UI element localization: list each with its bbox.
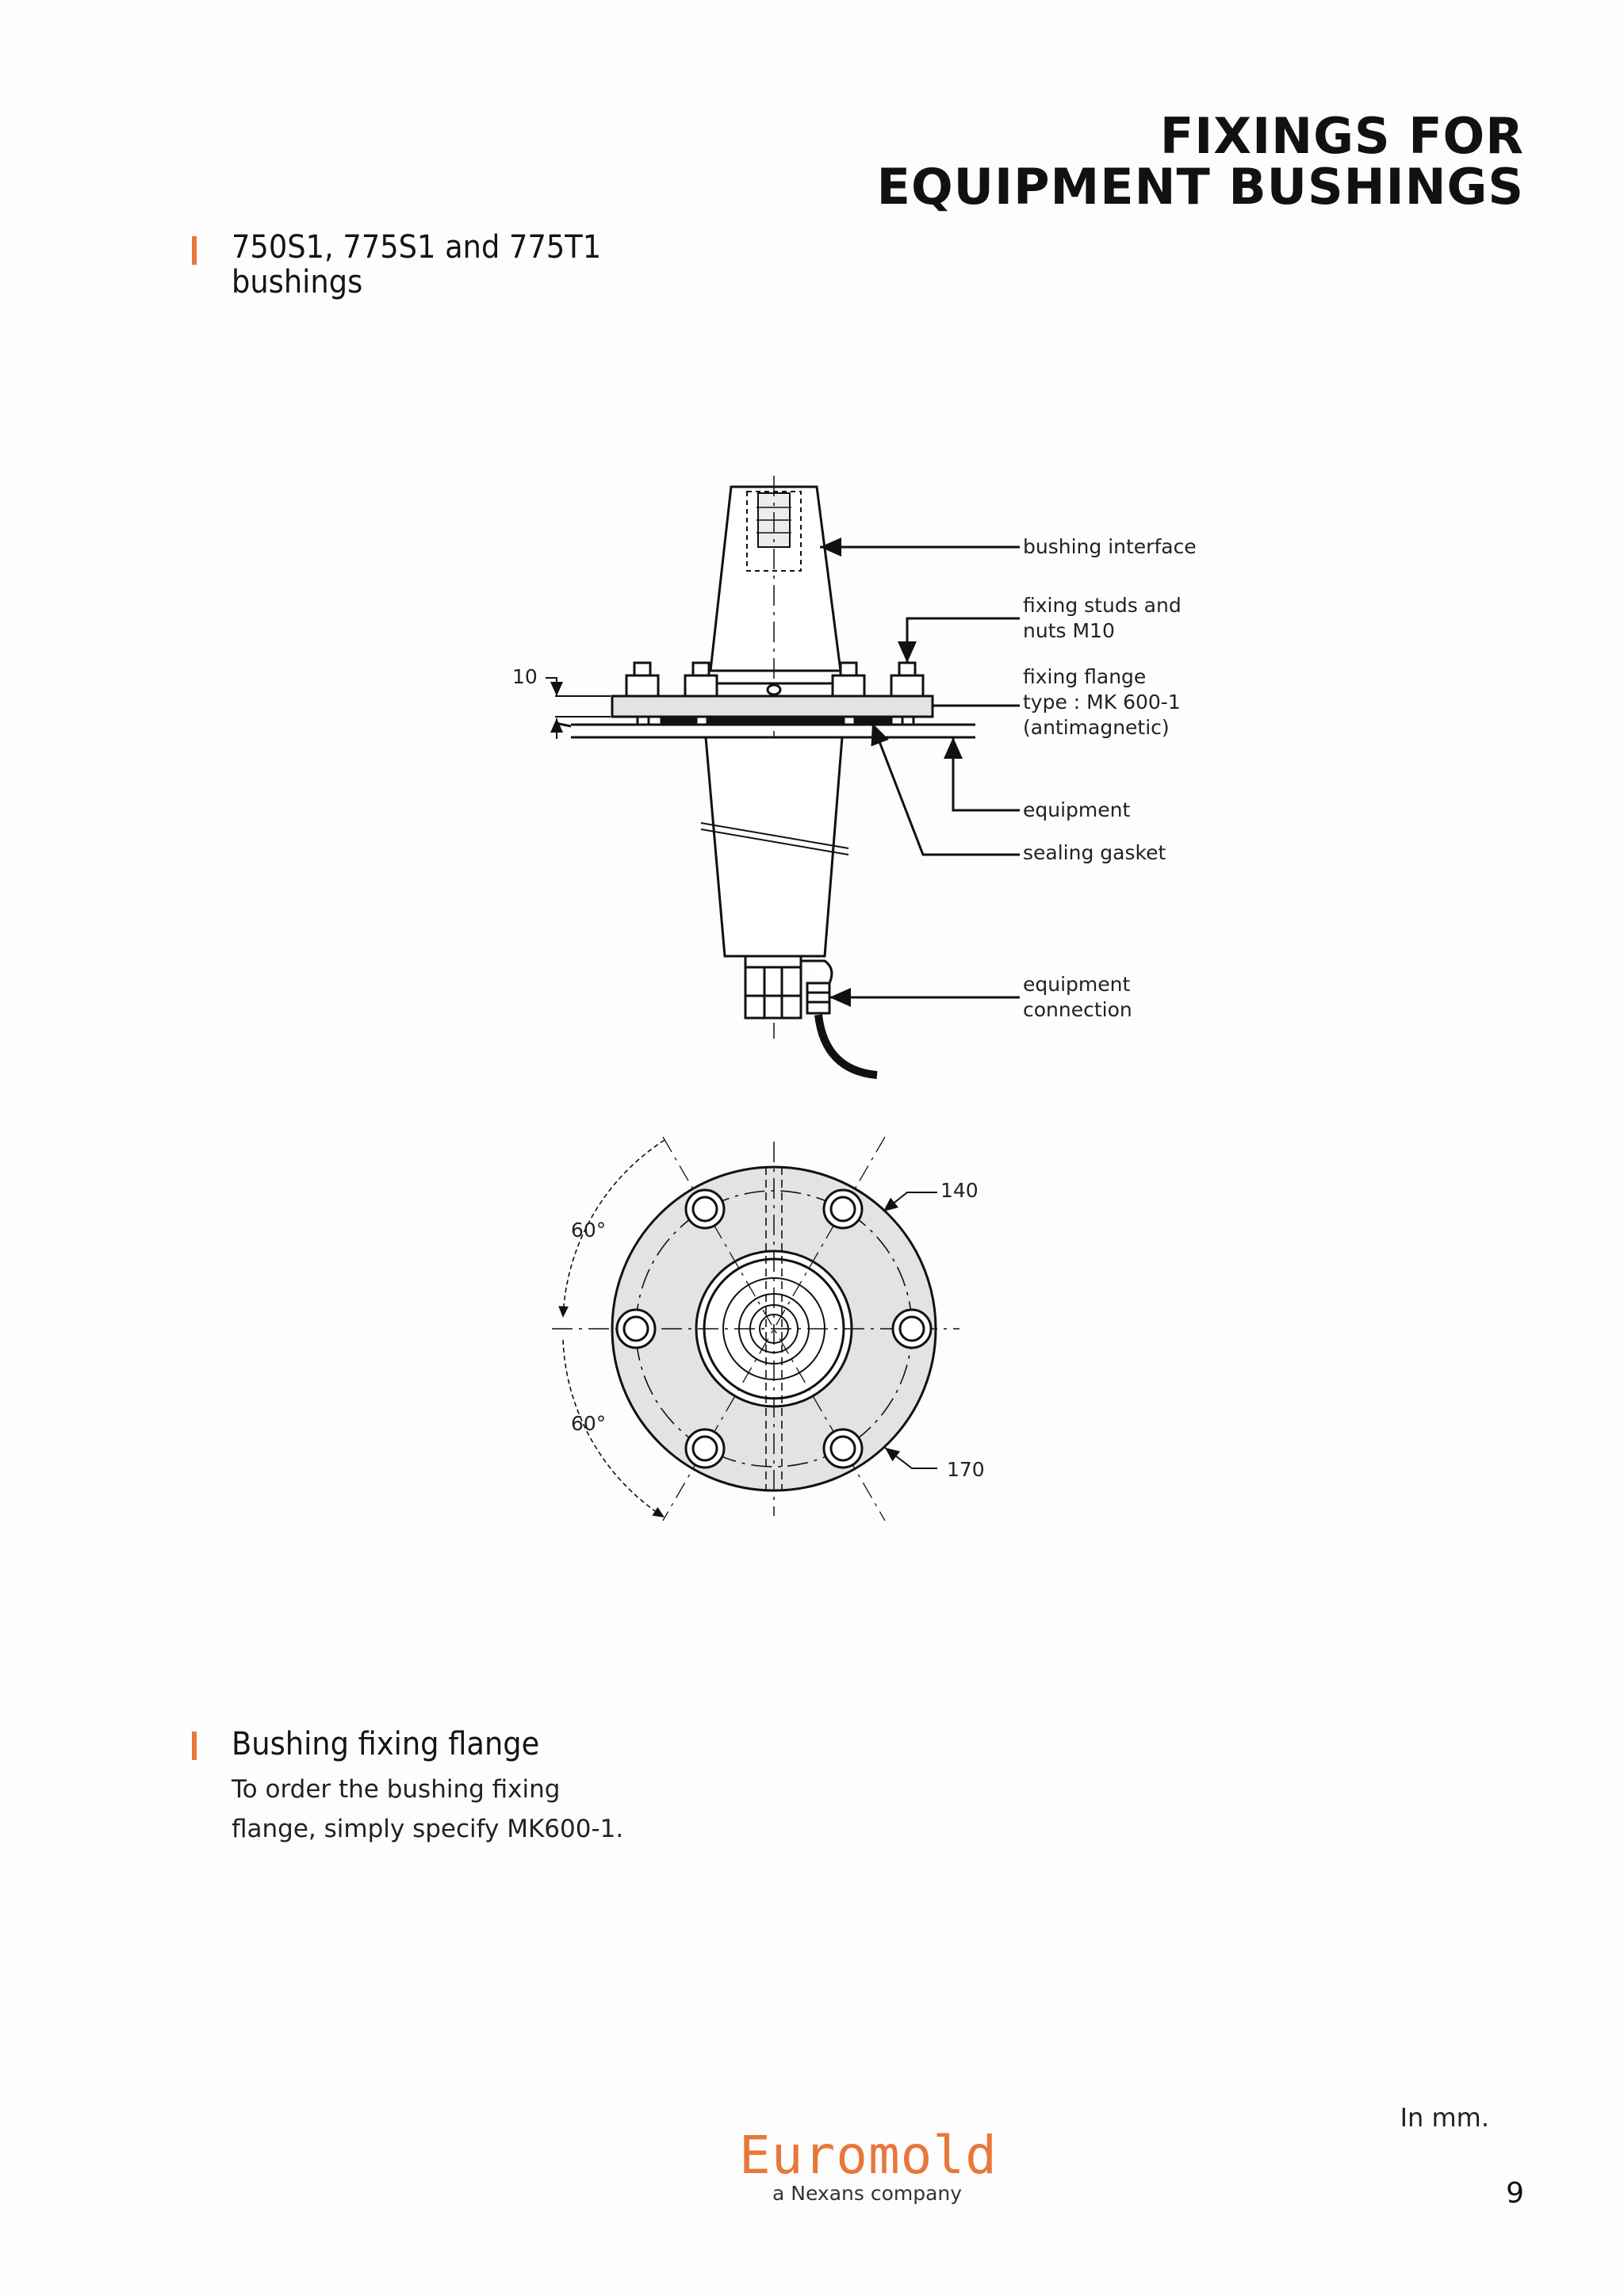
label-fixing-flange-line-2: type : MK 600-1 [1023,691,1181,714]
side-view-drawing [546,476,1020,1075]
connection-nut-side [745,956,832,1018]
section-heading-flange: Bushing fixing flange [232,1726,540,1762]
euromold-logo: Euromold [739,2125,998,2186]
dimension-angle-bottom: 60° [571,1412,607,1435]
section-accent-bar-2 [192,1732,197,1760]
dimension-angle-top: 60° [571,1219,607,1242]
page-number: 9 [1506,2177,1524,2210]
flange-order-text-line-2: flange, simply specify MK600-1. [232,1815,624,1843]
label-fixing-studs-line-2: nuts M10 [1023,619,1115,642]
label-fixing-studs [1023,593,1182,644]
label-fixing-flange [1023,664,1181,740]
equipment-cable [818,1015,877,1075]
section-heading-line-2: bushings [232,264,363,300]
unit-note: In mm. [1400,2103,1489,2133]
label-fixing-flange-line-3: (antimagnetic) [1023,716,1170,739]
flange-order-text-line-1: To order the bushing fixing [232,1775,561,1804]
bushing-lower-cone [706,737,842,956]
logo-tagline: a Nexans company [772,2182,963,2205]
fixing-flange-side [612,696,933,717]
label-equipment-connection-line-2: connection [1023,998,1132,1021]
label-fixing-flange-line-1: fixing flange [1023,665,1147,688]
label-equipment: equipment [1023,798,1131,821]
label-bushing-interface: bushing interface [1023,535,1197,558]
dimension-outer-diameter: 170 [947,1458,985,1481]
section-heading-line-1: 750S1, 775S1 and 775T1 [232,229,602,266]
dimension-flange-thickness: 10 [512,665,538,688]
label-equipment-connection-line-1: equipment [1023,973,1131,996]
page-title-line-1: FIXINGS FOR [1159,107,1524,165]
label-equipment-connection [1023,972,1132,1023]
label-sealing-gasket: sealing gasket [1023,841,1166,864]
flange-order-text [232,1770,623,1849]
label-fixing-studs-line-1: fixing studs and [1023,594,1182,617]
plan-view-drawing [552,1137,959,1521]
page-title-line-2: EQUIPMENT BUSHINGS [876,158,1524,216]
dimension-bolt-circle: 140 [940,1179,979,1202]
